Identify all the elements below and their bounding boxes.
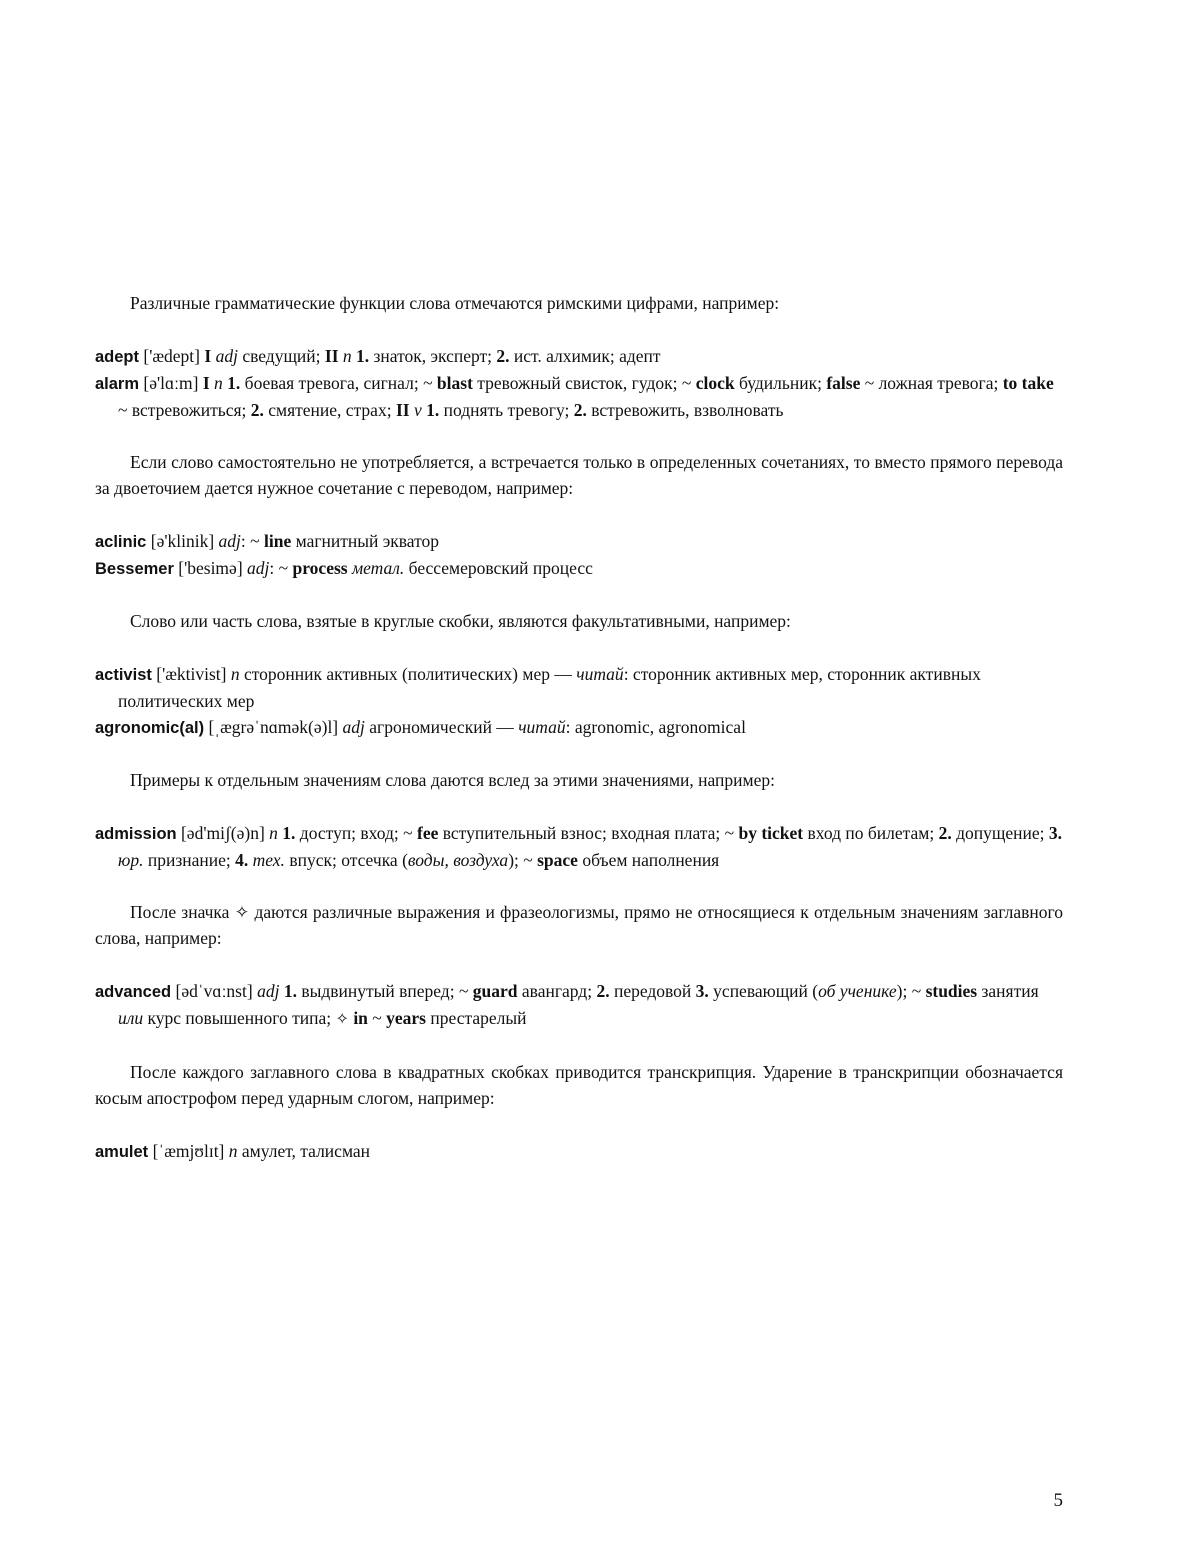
transcription: [əd'miʃ(ə)n] xyxy=(176,823,270,843)
sense-number: 1. xyxy=(351,346,370,366)
entry-activist xyxy=(95,661,1063,714)
collocation: false xyxy=(826,373,861,393)
translation: : ~ xyxy=(240,531,265,551)
sense-number: 1. xyxy=(277,823,296,843)
collocation: fee xyxy=(417,823,439,843)
headword: admission xyxy=(95,825,177,843)
domain-label: метал. xyxy=(347,558,405,578)
entry-alarm xyxy=(95,370,1063,423)
transcription: [ədˈvɑːnst] xyxy=(171,981,258,1001)
translation: : сторонник активных мер, сторонник активных политических мер xyxy=(118,664,981,711)
sense-number: 2. xyxy=(938,823,952,843)
translation: успевающий ( xyxy=(708,981,819,1001)
translation: ист. алхимик; адепт xyxy=(509,346,661,366)
part-of-speech: n xyxy=(230,664,240,684)
translation: допущение; xyxy=(951,823,1049,843)
sense-number: 1. xyxy=(222,373,241,393)
transcription: ['æktivist] xyxy=(151,664,231,684)
comment: воды, воздуха xyxy=(407,850,509,870)
paragraph-optional: Слово или часть слова, взятые в круглые скобки, являются факультативными, например: xyxy=(130,611,791,631)
roman-numeral: II xyxy=(324,346,339,366)
domain-label: юр. xyxy=(118,850,144,870)
comment: об ученике xyxy=(818,981,897,1001)
part-of-speech: adj xyxy=(218,531,241,551)
translation: ~ xyxy=(367,1008,387,1028)
translation: бессемеровский процесс xyxy=(404,558,593,578)
translation: боевая тревога, сигнал; ~ xyxy=(240,373,437,393)
translation: вступительный взнос; входная плата; ~ xyxy=(438,823,739,843)
roman-numeral: I xyxy=(202,373,210,393)
roman-numeral: I xyxy=(204,346,212,366)
translation: передовой xyxy=(609,981,696,1001)
translation: встревожить, взволновать xyxy=(586,400,784,420)
paragraph-combinations: Если слово самостоятельно не употребляется, а встречается только в определенных сочетаниях, то вместо прямого перевода за двоеточием дается нужное сочетание с переводом, например: xyxy=(95,452,1063,498)
sense-number: 3. xyxy=(695,981,709,1001)
headword: advanced xyxy=(95,983,172,1001)
entry-amulet xyxy=(95,1138,1063,1165)
translation: объем наполнения xyxy=(577,850,720,870)
part-of-speech: adj xyxy=(247,558,270,578)
transcription: [ˈæmjʊlɪt] xyxy=(148,1141,229,1161)
collocation: in xyxy=(348,1008,368,1028)
transcription: ['besimə] xyxy=(173,558,248,578)
part-of-speech: v xyxy=(409,400,422,420)
transcription: [ˌægrəˈnɑmək(ə)l] xyxy=(204,717,343,737)
headword: adept xyxy=(95,348,140,366)
part-of-speech: adj xyxy=(342,717,365,737)
part-of-speech: n xyxy=(269,823,278,843)
translation: впуск; отсечка ( xyxy=(284,850,408,870)
paragraph-examples: Примеры к отдельным значениям слова даются вслед за этими значениями, например: xyxy=(130,770,775,790)
translation: авангард; xyxy=(517,981,597,1001)
headword: amulet xyxy=(95,1143,149,1161)
paragraph-roman-numerals: Различные грамматические функции слова отмечаются римскими цифрами, например: xyxy=(130,293,780,313)
collocation: line xyxy=(264,531,292,551)
headword: aclinic xyxy=(95,533,147,551)
collocation: space xyxy=(537,850,578,870)
entry-admission xyxy=(95,820,1063,873)
comment: или xyxy=(118,1008,144,1028)
translation: ); ~ xyxy=(896,981,926,1001)
part-of-speech: n xyxy=(228,1141,238,1161)
sense-number: 2. xyxy=(596,981,610,1001)
translation: тревожный свисток, гудок; ~ xyxy=(472,373,696,393)
translation: поднять тревогу; xyxy=(439,400,574,420)
translation: магнитный экватор xyxy=(291,531,440,551)
headword: Bessemer xyxy=(95,560,174,578)
translation: агрономический — xyxy=(364,717,519,737)
translation: сведущий; xyxy=(237,346,325,366)
headword: agronomic(al) xyxy=(95,719,205,737)
headword: activist xyxy=(95,666,152,684)
translation: сторонник активных (политических) мер — xyxy=(239,664,577,684)
translation: смятение, страх; xyxy=(263,400,396,420)
collocation: clock xyxy=(695,373,735,393)
headword: alarm xyxy=(95,375,140,393)
translation: амулет, талисман xyxy=(237,1141,371,1161)
collocation: to take xyxy=(1002,373,1054,393)
translation: ); ~ xyxy=(508,850,538,870)
paragraph-idioms: После значка ✧ даются различные выражения и фразеологизмы, прямо не относящиеся к отдельным значениям заглавного слова, например: xyxy=(95,902,1063,948)
collocation: by ticket xyxy=(738,823,804,843)
entry-adept xyxy=(95,343,1063,370)
sense-number: 4. xyxy=(235,850,249,870)
read-label: читай xyxy=(576,664,624,684)
transcription: [ə'lɑːm] xyxy=(139,373,203,393)
entry-agronomic xyxy=(95,714,1063,741)
collocation: process xyxy=(292,558,348,578)
translation: будильник; xyxy=(734,373,827,393)
translation: выдвинутый вперед; ~ xyxy=(296,981,473,1001)
part-of-speech: adj xyxy=(257,981,280,1001)
sense-number: 2. xyxy=(250,400,264,420)
translation: знаток, эксперт; xyxy=(369,346,497,366)
sense-number: 2. xyxy=(573,400,587,420)
translation: доступ; вход; ~ xyxy=(295,823,417,843)
sense-number: 1. xyxy=(279,981,297,1001)
collocation: studies xyxy=(925,981,978,1001)
document-page xyxy=(95,290,1063,1165)
collocation: blast xyxy=(436,373,473,393)
translation: признание; xyxy=(143,850,236,870)
translation: курс повышенного типа; xyxy=(143,1008,336,1028)
collocation: guard xyxy=(472,981,518,1001)
entry-aclinic xyxy=(95,528,1063,555)
sense-number: 2. xyxy=(496,346,510,366)
collocation: years xyxy=(386,1008,426,1028)
transcription: ['ædept] xyxy=(139,346,205,366)
idiom-diamond-icon: ✧ xyxy=(335,1011,349,1028)
roman-numeral: II xyxy=(395,400,410,420)
translation: ~ встревожиться; xyxy=(118,400,251,420)
entry-advanced xyxy=(95,978,1063,1033)
translation: : ~ xyxy=(269,558,293,578)
sense-number: 3. xyxy=(1048,823,1062,843)
translation: ~ ложная тревога; xyxy=(860,373,1003,393)
translation: : agronomic, agronomical xyxy=(565,717,746,737)
entry-bessemer xyxy=(95,555,1063,582)
translation: занятия xyxy=(977,981,1039,1001)
part-of-speech: n xyxy=(209,373,223,393)
part-of-speech: n xyxy=(338,346,352,366)
read-label: читай xyxy=(518,717,566,737)
translation: престарелый xyxy=(426,1008,527,1028)
part-of-speech: adj xyxy=(211,346,238,366)
paragraph-transcription: После каждого заглавного слова в квадратных скобках приводится транскрипция. Ударение в транскрипции обозначается косым апострофом перед ударным слогом, например: xyxy=(95,1062,1063,1108)
sense-number: 1. xyxy=(421,400,440,420)
domain-label: тех. xyxy=(248,850,285,870)
page-number: 5 xyxy=(1053,1490,1063,1511)
translation: вход по билетам; xyxy=(803,823,939,843)
transcription: [ə'klinik] xyxy=(146,531,219,551)
